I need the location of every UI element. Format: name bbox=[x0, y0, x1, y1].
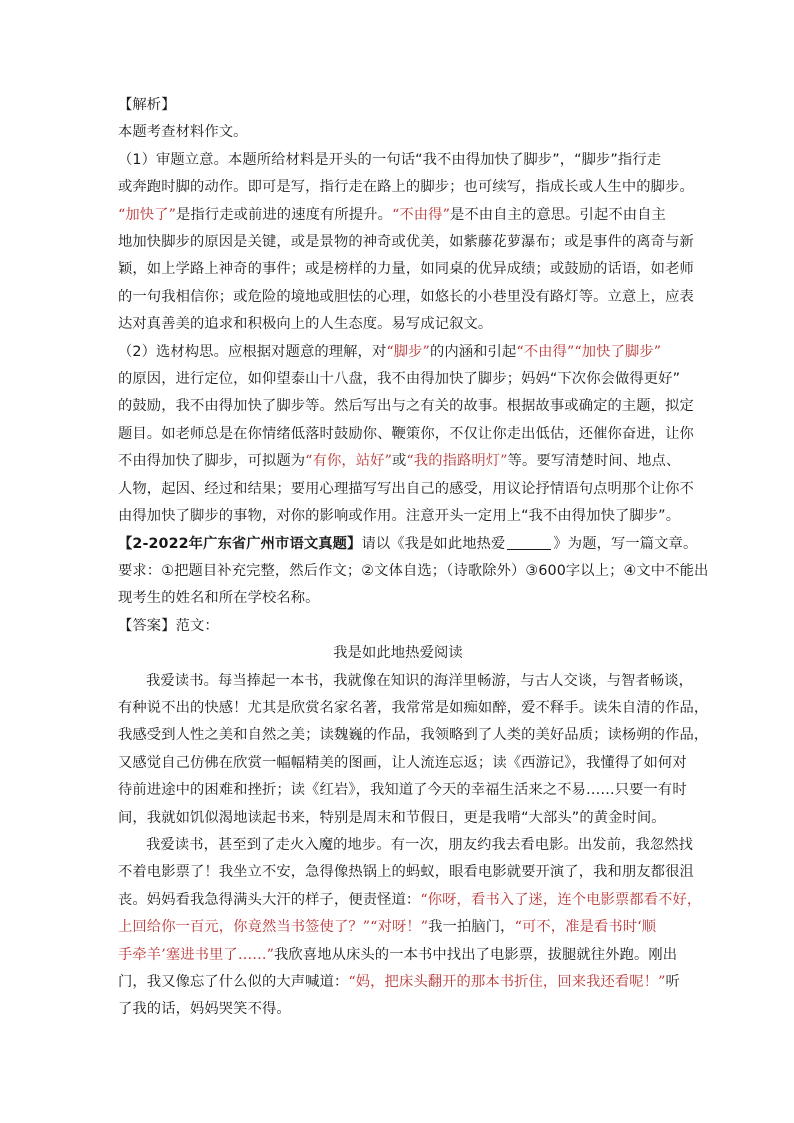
text-line: 的一句我相信你；或危险的境地或胆怯的心理，如悠长的小巷里没有路灯等。立意上，应表 bbox=[118, 288, 694, 305]
highlight-quote: “可不，准是看书时‘顺 bbox=[514, 919, 657, 936]
text-line bbox=[118, 202, 678, 229]
text-line bbox=[118, 942, 678, 969]
text-line: （1）审题立意。本题所给材料是开头的一句话“我不由得加快了脚步”，“脚步”指行走 bbox=[118, 151, 662, 168]
highlight-quote: “脚步” bbox=[386, 343, 430, 360]
text-line bbox=[118, 914, 678, 941]
text-line: 待前进途中的困难和挫折；读《红岩》，我知道了今天的幸福生活来之不易……只要一有时 bbox=[118, 782, 687, 799]
text-run: （2）选材构思。应根据对题意的理解，对 bbox=[118, 343, 387, 360]
highlight-quote: “对呀！” bbox=[370, 919, 429, 936]
essay-paragraph-1 bbox=[118, 668, 709, 832]
question-source-tag: 【2-2022年广东省广州市语文真题】 bbox=[118, 535, 362, 552]
text-line: 有种说不出的快感！尤其是欣赏名家名著，我常常是如痴如醉，爱不释手。读朱自清的作品， bbox=[118, 699, 709, 716]
answer-heading bbox=[118, 613, 678, 640]
text-line: 地加快脚步的原因是关键，或是景物的神奇或优美，如紫藤花萝瀑布；或是事件的离奇与新 bbox=[118, 234, 694, 251]
requirements-line: 现考生的姓名和所在学校名称。 bbox=[118, 590, 320, 607]
highlight-quote: “加快了” bbox=[118, 206, 177, 223]
highlight-quote: “不由得” bbox=[391, 206, 450, 223]
text-run: 丧。妈妈看我急得满头大汗的样子，便责怪道： bbox=[118, 891, 421, 908]
text-run: 不由得加快了脚步，可拟题为 bbox=[118, 453, 306, 470]
text-line: 的原因，进行定位，如仰望泰山十八盘，我不由得加快了脚步；妈妈“下次你会做得更好” bbox=[118, 371, 681, 388]
text-run: 是指行走或前进的速度有所提升。 bbox=[176, 206, 392, 223]
text-run: 我一拍脑门， bbox=[428, 919, 515, 936]
analysis-heading: 【解析】 bbox=[118, 97, 176, 113]
text-line: 由得加快了脚步的事物，对你的影响或作用。注意开头一定用上“我不由得加快了脚步”。 bbox=[118, 508, 681, 525]
text-line: 我感受到人性之美和自然之美；读魏巍的作品，我领略到了人类的美好品质；读杨朔的作品， bbox=[118, 727, 709, 744]
text-line: 达对真善美的追求和积极向上的人生态度。易写成记叙文。 bbox=[118, 316, 493, 333]
text-run: 或 bbox=[391, 453, 407, 470]
text-run: 我欣喜地从床头的一本书中找出了电影票，拔腿就往外跑。刚出 bbox=[274, 946, 678, 963]
text-line: 人物，起因、经过和结果；要用心理描写写出自己的感受，用议论抒情语句点明那个让你不 bbox=[118, 480, 694, 497]
text-run: 等。要写清楚时间、地点、 bbox=[507, 453, 681, 470]
text-line bbox=[118, 339, 678, 366]
essay-paragraph-2 bbox=[118, 832, 702, 1024]
highlight-quote: 手牵羊’塞进书里了……” bbox=[118, 946, 275, 963]
highlight-quote: “不由得”“加快了脚步” bbox=[516, 343, 662, 360]
analysis-paragraph-1 bbox=[118, 147, 694, 339]
text-line: 了我的话，妈妈哭笑不得。 bbox=[118, 1001, 291, 1018]
text-run: 是不由自主的意思。引起不由自主 bbox=[449, 206, 666, 223]
answer-label: 范文： bbox=[175, 617, 219, 634]
text-line: 颖，如上学路上神奇的事件；或是榜样的力量，如同桌的优异成绩；或鼓励的话语，如老师 bbox=[118, 261, 694, 278]
text-line bbox=[118, 448, 681, 475]
text-run: 门，我又像忘了什么似的大声喊道： bbox=[118, 974, 349, 990]
text-line: 的鼓励，我不由得加快了脚步等。然后写出与之有关的故事。根据故事或确定的主题，拟定 bbox=[118, 398, 694, 415]
document-page bbox=[118, 92, 709, 1024]
analysis-intro: 本题考查材料作文。 bbox=[118, 124, 248, 141]
text-line: 我爱读书。每当捧起一本书，我就像在知识的海洋里畅游，与古人交谈，与智者畅谈， bbox=[146, 672, 694, 689]
text-line: 间，我就如饥似渴地读起书来，特别是周末和节假日，更是我啃“大部头”的黄金时间。 bbox=[118, 809, 666, 826]
text-line: 题目。如老师总是在你情绪低落时鼓励你、鞭策你，不仅让你走出低估，还催你奋进，让你 bbox=[118, 425, 694, 442]
analysis-paragraph-2 bbox=[118, 339, 694, 531]
text-line: 我爱读书，甚至到了走火入魔的地步。有一次，朋友约我去看电影。出发前，我忽然找 bbox=[146, 836, 694, 853]
text-line bbox=[118, 969, 678, 996]
highlight-quote: “妈，把床头翻开的那本书折住，回来我还看呢！” bbox=[348, 974, 666, 990]
text-line: 或奔跑时脚的动作。即可是写，指行走在路上的脚步；也可续写，指成长或人生中的脚步。 bbox=[118, 179, 694, 196]
essay-title: 我是如此地热爱阅读 bbox=[333, 645, 463, 662]
question-2 bbox=[118, 531, 709, 613]
title-blank bbox=[507, 535, 551, 550]
highlight-quote: “你呀，看书入了迷，连个电影票都看不好， bbox=[420, 891, 702, 908]
highlight-quote: 上回给你一百元，你竟然当书签使了？” bbox=[118, 919, 371, 936]
highlight-quote: “我的指路明灯” bbox=[406, 453, 508, 470]
text-line: 不着电影票了！我坐立不安，急得像热锅上的蚂蚁，眼看电影就要开演了，我和朋友都很沮 bbox=[118, 864, 694, 881]
requirements-line: 要求：①把题目补充完整，然后作文；②文体自选；（诗歌除外）③600字以上；④文中不能出 bbox=[118, 562, 709, 579]
highlight-quote: “有你，站好” bbox=[305, 453, 392, 470]
text-run: 听 bbox=[665, 974, 680, 990]
text-line bbox=[118, 887, 702, 914]
text-run: 》为题，写一篇文章。 bbox=[553, 535, 698, 552]
answer-tag: 【答案】 bbox=[118, 617, 176, 634]
question-prompt-line bbox=[118, 531, 698, 558]
text-run: 请以《我是如此地热爱 bbox=[361, 535, 506, 552]
text-line: 又感觉自己仿佛在欣赏一幅幅精美的图画，让人流连忘返；读《西游记》，我懂得了如何对 bbox=[118, 754, 687, 771]
text-run: 的内涵和引起 bbox=[429, 343, 517, 360]
